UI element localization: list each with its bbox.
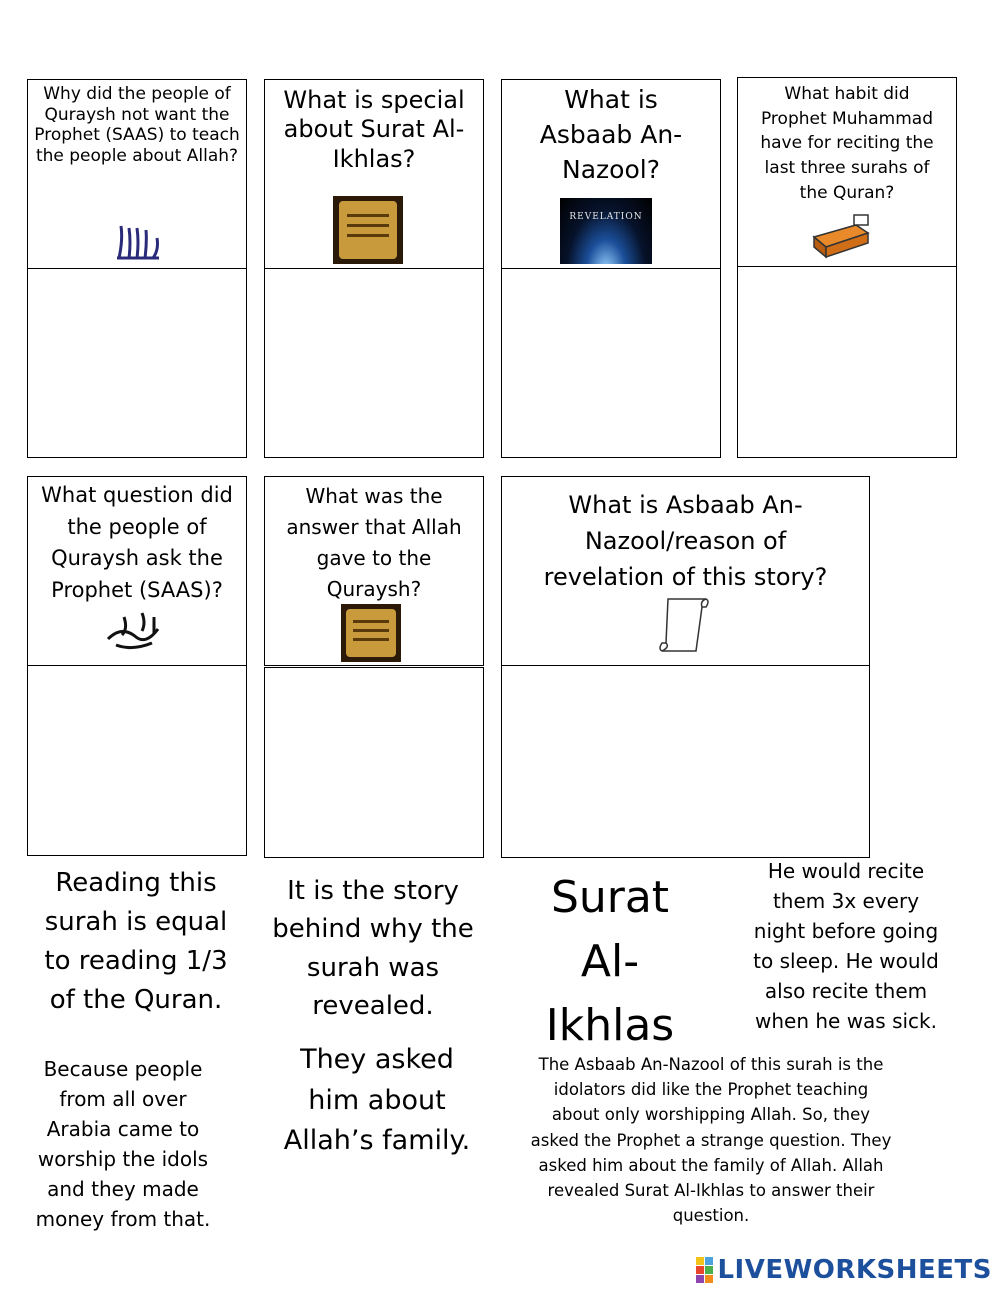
question-text: Why did the people of Quraysh not want the Prophet (SAAS) to teach the people about Allah? (34, 84, 240, 167)
question-text: What is Asbaab An-Nazool? (539, 85, 683, 184)
answer-drop-box-4[interactable] (737, 266, 957, 458)
answer-tile-3[interactable]: Surat Al-Ikhlas (545, 872, 675, 1051)
question-card-5 (27, 476, 247, 666)
answer-tile-4[interactable]: He would recite them 3x every night before going to sleep. He would also recite them when he was sick. (753, 859, 939, 1033)
liveworksheets-logo (696, 1255, 992, 1285)
revelation-label: REVELATION (569, 212, 643, 222)
question-card-4 (737, 77, 957, 267)
question-text: What is Asbaab An-Nazool/reason of revelation of this story? (543, 491, 828, 591)
question-text: What question did the people of Quraysh ask the Prophet (SAAS)? (41, 483, 233, 602)
question-text: What is special about Surat Al-Ikhlas? (283, 86, 465, 173)
scroll-icon (656, 593, 714, 661)
question-card-7 (501, 476, 870, 666)
answer-drop-box-2[interactable] (264, 268, 484, 458)
muhammad-calligraphy-icon (102, 605, 168, 655)
question-text: What was the answer that Allah gave to the Quraysh? (286, 484, 462, 601)
answer-tile-5[interactable]: Because people from all over Arabia came to worship the idols and they made money from that. (35, 1057, 211, 1231)
answer-tile-2[interactable]: It is the story behind why the surah was revealed. (272, 876, 474, 1022)
logo-grid-icon (696, 1257, 713, 1283)
answer-tile-6[interactable]: They asked him about Allah’s family. (283, 1044, 471, 1156)
quran-page-icon (333, 196, 403, 264)
brand-name: LIVEWORKSHEETS (717, 1255, 992, 1285)
question-card-2 (264, 79, 484, 269)
answer-drop-box-6[interactable] (264, 667, 484, 858)
question-card-6 (264, 476, 484, 666)
allah-calligraphy-icon (113, 220, 165, 262)
question-card-1 (27, 79, 247, 269)
question-card-3 (501, 79, 721, 269)
answer-drop-box-3[interactable] (501, 268, 721, 458)
answer-tile-1[interactable]: Reading this surah is equal to reading 1/3 of the Quran. (44, 868, 228, 1015)
answer-drop-box-5[interactable] (27, 665, 247, 856)
question-text: What habit did Prophet Muhammad have for reciting the last three surahs of the Quran? (760, 84, 934, 203)
answer-drop-box-1[interactable] (27, 268, 247, 458)
revelation-image-icon (560, 198, 652, 264)
bed-icon (810, 211, 872, 261)
quran-page-icon (341, 604, 401, 662)
answer-drop-box-7[interactable] (501, 665, 870, 858)
answer-tile-7[interactable]: The Asbaab An-Nazool of this surah is the idolators did like the Prophet teaching about only worshipping Allah. So, they asked the Prophet a strange question. They asked him about the family of Allah. Allah revealed Surat Al-Ikhlas to answer their question. (530, 1055, 892, 1226)
